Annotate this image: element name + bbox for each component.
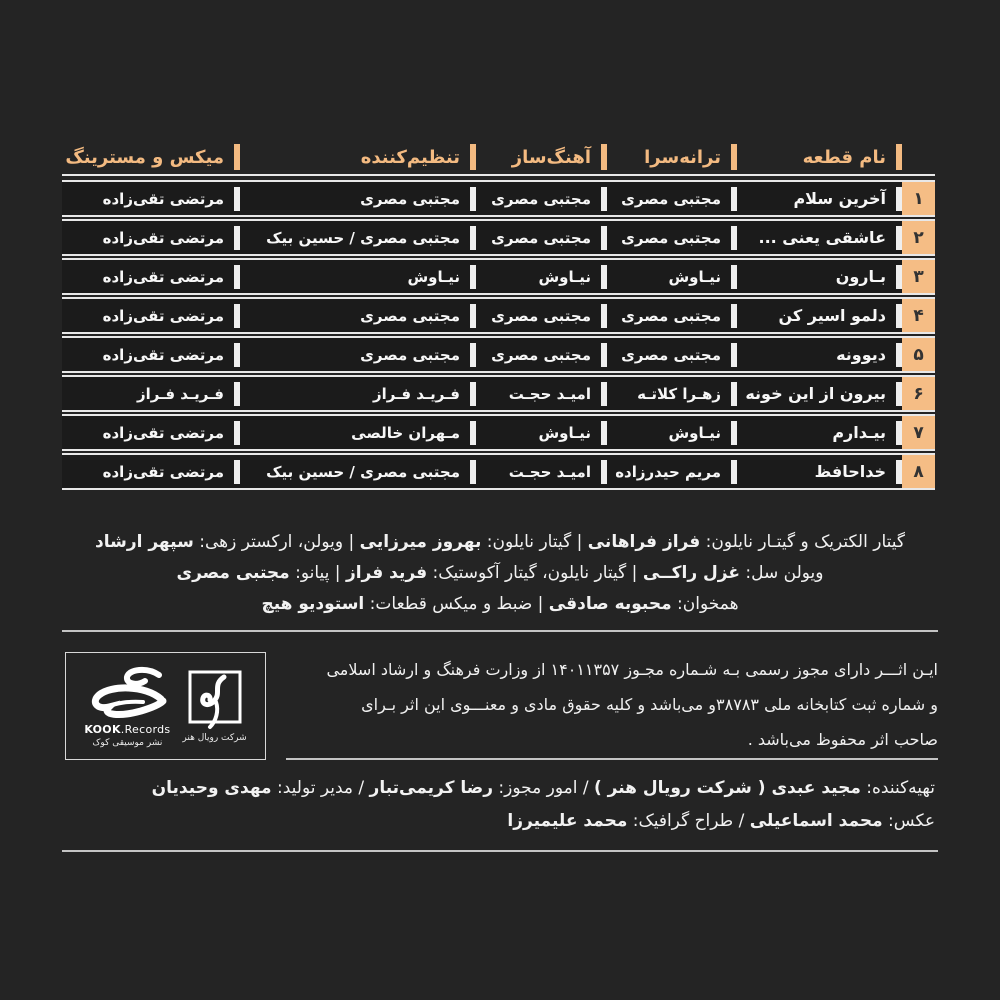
kook-records-logo xyxy=(84,665,170,748)
mix-engineer: مرتضی تقی‌زاده xyxy=(102,462,224,481)
arranger: نیـاوش xyxy=(407,267,460,286)
white-bar-icon xyxy=(601,382,607,406)
track-title: دیوونه xyxy=(836,345,886,364)
track-number-badge: ۴ xyxy=(902,299,935,332)
white-bar-icon xyxy=(896,460,902,484)
kook-latin-name xyxy=(84,723,170,736)
header-track-name xyxy=(737,144,902,170)
white-bar-icon xyxy=(234,382,240,406)
white-bar-icon xyxy=(470,343,476,367)
track-number-badge: ۵ xyxy=(902,338,935,371)
orange-bar-icon xyxy=(896,144,902,170)
credit-line: عکس: محمد اسماعیلی / طراح گرافیک: محمد علیمیرزا xyxy=(507,811,935,831)
white-bar-icon xyxy=(601,187,607,211)
track-title-cell xyxy=(737,377,902,410)
track-number-badge: ۳ xyxy=(902,260,935,293)
table-row xyxy=(62,453,935,490)
composer-cell xyxy=(476,299,607,332)
composer-cell xyxy=(476,455,607,488)
lyricist: مجتبی مصری xyxy=(621,228,721,247)
white-bar-icon xyxy=(234,460,240,484)
track-title-cell xyxy=(737,338,902,371)
composer-cell xyxy=(476,182,607,215)
composer-cell xyxy=(476,338,607,371)
table-row xyxy=(62,414,935,451)
tracklist-header-row xyxy=(62,140,935,176)
arranger-cell xyxy=(240,455,476,488)
track-title-cell xyxy=(737,416,902,449)
lyricist-cell xyxy=(607,221,737,254)
lyricist: مجتبی مصری xyxy=(621,306,721,325)
header-label: آهنگ‌ساز xyxy=(511,146,591,168)
divider-line xyxy=(62,630,938,632)
white-bar-icon xyxy=(731,265,737,289)
arranger: فـریـد فـراز xyxy=(373,384,460,403)
mix-engineer: مرتضی تقی‌زاده xyxy=(102,423,224,442)
white-bar-icon xyxy=(731,226,737,250)
white-bar-icon xyxy=(896,187,902,211)
white-bar-icon xyxy=(234,187,240,211)
lyricist: نیـاوش xyxy=(668,423,721,442)
credit-line: ویولن سل: غزل راکــی | گیتار نایلون، گیتار آکوستیک: فرید فراز | پیانو: مجتبی مصری xyxy=(176,563,824,583)
divider-line xyxy=(62,850,938,852)
kook-latin-rest: .Records xyxy=(120,722,171,736)
mix-cell xyxy=(65,416,240,449)
orange-bar-icon xyxy=(601,144,607,170)
lyricist: مجتبی مصری xyxy=(621,189,721,208)
tracklist-table xyxy=(62,140,935,492)
white-bar-icon xyxy=(731,343,737,367)
arranger-cell xyxy=(240,338,476,371)
header-mix-mastering xyxy=(65,144,240,170)
header-arranger xyxy=(240,144,476,170)
white-bar-icon xyxy=(896,265,902,289)
credit-line: همخوان: محبوبه صادقی | ضبط و میکس قطعات: استودیو هیچ xyxy=(261,594,739,614)
license-line: ایـن اثـــر دارای مجوز رسمی بـه شـماره مجـوز ۱۴۰۱۱۳۵۷ از وزارت فرهنگ و ارشاد اسلامی xyxy=(326,660,938,679)
composer-cell xyxy=(476,260,607,293)
white-bar-icon xyxy=(234,265,240,289)
white-bar-icon xyxy=(234,226,240,250)
mix-engineer: فـریـد فـراز xyxy=(137,384,224,403)
white-bar-icon xyxy=(731,187,737,211)
white-bar-icon xyxy=(470,421,476,445)
arranger-cell xyxy=(240,260,476,293)
white-bar-icon xyxy=(470,187,476,211)
composer: مجتبی مصری xyxy=(491,345,591,364)
mix-cell xyxy=(65,221,240,254)
track-number-badge: ۶ xyxy=(902,377,935,410)
royal-calligraphy-icon xyxy=(186,669,244,731)
arranger-cell xyxy=(240,182,476,215)
orange-bar-icon xyxy=(470,144,476,170)
arranger-cell xyxy=(240,221,476,254)
license-section xyxy=(65,652,938,760)
lyricist: مریم حیدرزاده xyxy=(615,462,721,481)
track-title: بـارون xyxy=(835,267,886,286)
arranger: مـهران خالصی xyxy=(351,423,460,442)
lyricist: مجتبی مصری xyxy=(621,345,721,364)
white-bar-icon xyxy=(470,226,476,250)
table-row xyxy=(62,375,935,412)
lyricist: نیـاوش xyxy=(668,267,721,286)
header-composer xyxy=(476,144,607,170)
mix-engineer: مرتضی تقی‌زاده xyxy=(102,345,224,364)
table-row xyxy=(62,336,935,373)
arranger-cell xyxy=(240,416,476,449)
mix-cell xyxy=(65,377,240,410)
white-bar-icon xyxy=(896,304,902,328)
arranger: مجتبی مصری xyxy=(360,345,460,364)
white-bar-icon xyxy=(470,304,476,328)
white-bar-icon xyxy=(601,460,607,484)
track-title-cell xyxy=(737,182,902,215)
white-bar-icon xyxy=(896,343,902,367)
white-bar-icon xyxy=(896,421,902,445)
header-label: تنظیم‌کننده xyxy=(360,146,460,168)
mix-cell xyxy=(65,299,240,332)
composer: مجتبی مصری xyxy=(491,306,591,325)
mix-cell xyxy=(65,182,240,215)
orange-bar-icon xyxy=(731,144,737,170)
credit-line: گیتار الکتریک و گیتـار نایلون: فراز فراهانی | گیتار نایلون: بهروز میرزایی | ویولن، ارکستر زهی: سپهر ارشاد xyxy=(95,532,905,552)
header-label: میکس و مسترینگ xyxy=(65,146,224,168)
publisher-logo-box xyxy=(65,652,266,760)
mix-cell xyxy=(65,338,240,371)
white-bar-icon xyxy=(601,421,607,445)
composer: امیـد حجـت xyxy=(508,384,591,403)
table-row xyxy=(62,297,935,334)
track-title: آخرین سلام xyxy=(793,189,886,208)
track-title: بیـدارم xyxy=(832,423,886,442)
track-title: خداحافظ xyxy=(814,462,886,481)
arranger: مجتبی مصری xyxy=(360,306,460,325)
table-row xyxy=(62,219,935,256)
white-bar-icon xyxy=(731,460,737,484)
track-number-badge: ۱ xyxy=(902,182,935,215)
arranger-cell xyxy=(240,299,476,332)
white-bar-icon xyxy=(470,460,476,484)
kook-calligraphy-icon xyxy=(85,665,169,721)
lyricist-cell xyxy=(607,338,737,371)
arranger: مجتبی مصری xyxy=(360,189,460,208)
track-title-cell xyxy=(737,260,902,293)
composer: نیـاوش xyxy=(538,423,591,442)
license-text xyxy=(286,652,938,760)
composer: نیـاوش xyxy=(538,267,591,286)
header-label: نام قطعه xyxy=(802,146,886,168)
track-title: دلمو اسیر کن xyxy=(778,306,886,325)
mix-engineer: مرتضی تقی‌زاده xyxy=(102,189,224,208)
white-bar-icon xyxy=(731,421,737,445)
mix-engineer: مرتضی تقی‌زاده xyxy=(102,267,224,286)
kook-caption: نشر موسیقی کوک xyxy=(92,737,163,748)
lyricist: زهـرا کلاتـه xyxy=(637,384,721,403)
lyricist-cell xyxy=(607,377,737,410)
track-title-cell xyxy=(737,299,902,332)
mix-cell xyxy=(65,260,240,293)
track-number-badge: ۲ xyxy=(902,221,935,254)
header-label: ترانه‌سرا xyxy=(644,146,721,168)
track-title-cell xyxy=(737,455,902,488)
mix-cell xyxy=(65,455,240,488)
composer-cell xyxy=(476,221,607,254)
white-bar-icon xyxy=(234,304,240,328)
composer-cell xyxy=(476,416,607,449)
composer: مجتبی مصری xyxy=(491,228,591,247)
white-bar-icon xyxy=(234,343,240,367)
production-credits xyxy=(62,772,935,838)
white-bar-icon xyxy=(731,304,737,328)
arranger: مجتبی مصری / حسین بیک xyxy=(266,462,460,481)
white-bar-icon xyxy=(731,382,737,406)
mix-engineer: مرتضی تقی‌زاده xyxy=(102,306,224,325)
table-row xyxy=(62,258,935,295)
track-title: بیرون از این خونه xyxy=(745,384,886,403)
orange-bar-icon xyxy=(234,144,240,170)
lyricist-cell xyxy=(607,416,737,449)
white-bar-icon xyxy=(470,382,476,406)
header-lyricist xyxy=(607,144,737,170)
lyricist-cell xyxy=(607,299,737,332)
white-bar-icon xyxy=(470,265,476,289)
white-bar-icon xyxy=(601,304,607,328)
track-title-cell xyxy=(737,221,902,254)
white-bar-icon xyxy=(601,226,607,250)
lyricist-cell xyxy=(607,455,737,488)
arranger-cell xyxy=(240,377,476,410)
white-bar-icon xyxy=(896,382,902,406)
track-title: عاشقی یعنی ... xyxy=(758,228,886,247)
lyricist-cell xyxy=(607,182,737,215)
composer-cell xyxy=(476,377,607,410)
track-number-badge: ۷ xyxy=(902,416,935,449)
lyricist-cell xyxy=(607,260,737,293)
track-number-badge: ۸ xyxy=(902,455,935,488)
musician-credits xyxy=(62,527,938,620)
white-bar-icon xyxy=(896,226,902,250)
license-line: صاحب اثر محفوظ می‌باشد . xyxy=(747,730,938,749)
table-row xyxy=(62,180,935,217)
composer: امیـد حجـت xyxy=(508,462,591,481)
royal-caption: شرکت رویال هنر xyxy=(182,733,247,743)
arranger: مجتبی مصری / حسین بیک xyxy=(266,228,460,247)
white-bar-icon xyxy=(601,265,607,289)
white-bar-icon xyxy=(601,343,607,367)
kook-latin-bold: KOOK xyxy=(84,722,121,736)
license-line: و شماره ثبت کتابخانه ملی ۳۸۷۸۳و می‌باشد و کلیه حقوق مادی و معنـــوی این اثر بـرای xyxy=(361,695,938,714)
white-bar-icon xyxy=(234,421,240,445)
composer: مجتبی مصری xyxy=(491,189,591,208)
mix-engineer: مرتضی تقی‌زاده xyxy=(102,228,224,247)
credit-line: تهیه‌کننده: مجید عبدی ( شرکت رویال هنر ) / امور مجوز: رضا کریمی‌تبار / مدیر تولید: مهدی وحیدیان xyxy=(151,778,935,798)
royal-honar-logo xyxy=(182,669,246,743)
